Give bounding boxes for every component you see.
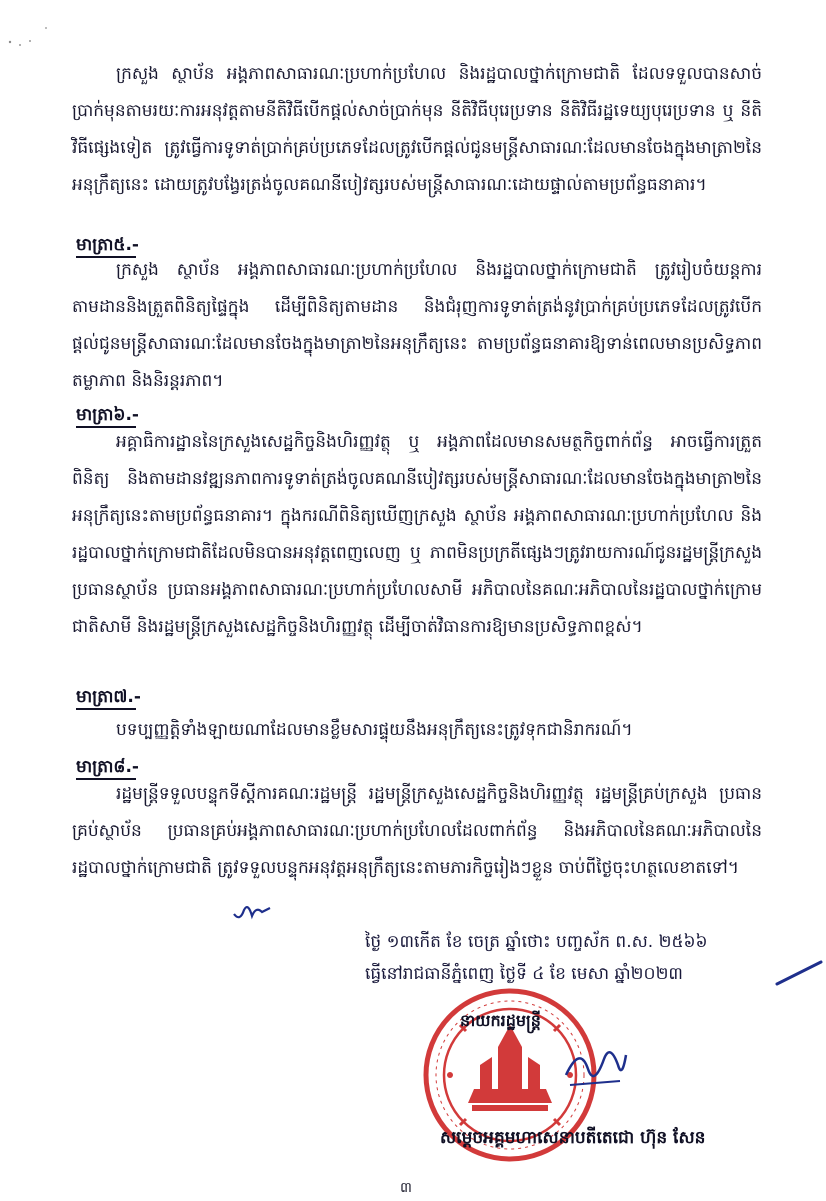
article-5-text: ក្រសួង ស្ថាប័ន អង្គភាពសាធារណៈប្រហាក់ប្រហែល និងរដ្ឋបាលថ្នាក់ក្រោមជាតិ ត្រូវរៀបចំយន្តការតាមដាននិងត្រួតពិនិត្យផ្ទៃក្នុង ដើម្បីពិនិត្យតាមដាន និងជំរុញការទូទាត់ត្រង់នូវប្រាក់គ្រប់ប្រភេទដែលត្រូវបើកផ្តល់ជូនមន្ត្រីសាធារណៈដែលមានចែងក្នុងមាត្រា២នៃអនុក្រឹត្យនេះ តាមប្រព័ន្ធធនាគារឱ្យទាន់ពេលមានប្រសិទ្ធភាព តម្លាភាព និងនិរន្តរភាព។ bbox=[72, 260, 762, 391]
article-8-text: រដ្ឋមន្ត្រីទទួលបន្ទុកទីស្តីការគណៈរដ្ឋមន្ត្រី រដ្ឋមន្ត្រីក្រសួងសេដ្ឋកិច្ចនិងហិរញ្ញវត្ថុ រដ្ឋមន្ត្រីគ្រប់ក្រសួង ប្រធានគ្រប់ស្ថាប័ន ប្រធានគ្រប់អង្គភាពសាធារណៈប្រហាក់ប្រហែលដែលពាក់ព័ន្ធ និងអភិបាលនៃគណៈអភិបាលនៃរដ្ឋបាលថ្នាក់ក្រោមជាតិ ត្រូវទទួលបន្ទុកអនុវត្តអនុក្រឹត្យនេះតាមភារកិច្ចរៀងៗខ្លួន ចាប់ពីថ្ងៃចុះហត្ថលេខាតទៅ។ bbox=[72, 784, 762, 878]
scan-speckle bbox=[6, 22, 66, 52]
ink-mark-icon bbox=[232, 900, 272, 924]
solar-date: ធ្វើនៅរាជធានីភ្នំពេញ ថ្ងៃទី ៤ ខែ មេសា ឆ្នាំ២០២៣ bbox=[365, 964, 683, 984]
prime-minister-title: នាយករដ្ឋមន្ត្រី bbox=[460, 1011, 541, 1030]
article-7-heading: មាត្រា៧.- bbox=[76, 684, 141, 710]
signatory-name: សម្តេចអគ្គមហាសេនាបតីតេជោ ហ៊ុន សែន bbox=[440, 1128, 706, 1148]
page-number: ៣ bbox=[400, 1180, 412, 1196]
article-8-heading: មាត្រា៨.- bbox=[76, 754, 139, 780]
pen-stroke-icon bbox=[775, 958, 825, 988]
handwritten-signature-icon bbox=[560, 1035, 630, 1095]
lunar-date: ថ្ងៃ ១៣កើត ខែ ចេត្រ ឆ្នាំថោះ បញ្ចស័ក ព.ស. ២៥៦៦ bbox=[365, 932, 708, 952]
article-5-heading: មាត្រា៥.- bbox=[76, 232, 139, 258]
article-7-text: បទប្បញ្ញត្តិទាំងឡាយណាដែលមានខ្លឹមសារផ្ទុយនឹងអនុក្រឹត្យនេះត្រូវទុកជានិរាករណ៍។ bbox=[116, 720, 633, 740]
article-6-text: អគ្គាធិការដ្ឋាននៃក្រសួងសេដ្ឋកិច្ចនិងហិរញ្ញវត្ថុ ឬ អង្គភាពដែលមានសមត្ថកិច្ចពាក់ព័ន្ធ អាចធ្វើការត្រួតពិនិត្យ និងតាមដានវឌ្ឍនភាពការទូទាត់ត្រង់ចូលគណនីបៀវត្សរបស់មន្ត្រីសាធារណៈដែលមានចែងក្នុងមាត្រា២នៃអនុក្រឹត្យនេះតាមប្រព័ន្ធធនាគារ។ ក្នុងករណីពិនិត្យឃើញក្រសួង ស្ថាប័ន អង្គភាពសាធារណៈប្រហាក់ប្រហែល និងរដ្ឋបាលថ្នាក់ក្រោមជាតិដែលមិនបានអនុវត្តពេញលេញ ឬ ភាពមិនប្រក្រតីផ្សេងៗត្រូវរាយការណ៍ជូនរដ្ឋមន្ត្រីក្រសួង ប្រធានស្ថាប័ន ប្រធានអង្គភាពសាធារណៈប្រហាក់ប្រហែលសាមី អភិបាលនៃគណៈអភិបាលនៃរដ្ឋបាលថ្នាក់ក្រោមជាតិសាមី និងរដ្ឋមន្ត្រីក្រសួងសេដ្ឋកិច្ចនិងហិរញ្ញវត្ថុ ដើម្បីចាត់វិធានការឱ្យមានប្រសិទ្ធភាពខ្ពស់។ bbox=[72, 432, 762, 637]
paragraph-intro: ក្រសួង ស្ថាប័ន អង្គភាពសាធារណៈប្រហាក់ប្រហែល និងរដ្ឋបាលថ្នាក់ក្រោមជាតិ ដែលទទួលបានសាច់ប្រាក់មុនតាមរយៈការអនុវត្តតាមនីតិវិធីបើកផ្តល់សាច់ប្រាក់មុន នីតិវិធីបុរេប្រទាន នីតិវិធីរដ្ឋទេយ្យបុរេប្រទាន ឬ នីតិវិធីផ្សេងទៀត ត្រូវធ្វើការទូទាត់ប្រាក់គ្រប់ប្រភេទដែលត្រូវបើកផ្តល់ជូនមន្ត្រីសាធារណៈដែលមានចែងក្នុងមាត្រា២នៃអនុក្រឹត្យនេះ ដោយត្រូវបង្វែរត្រង់ចូលគណនីបៀវត្សរបស់មន្ត្រីសាធារណៈដោយផ្ទាល់តាមប្រព័ន្ធធនាគារ។ bbox=[72, 64, 762, 195]
article-6-heading: មាត្រា៦.- bbox=[76, 402, 139, 428]
